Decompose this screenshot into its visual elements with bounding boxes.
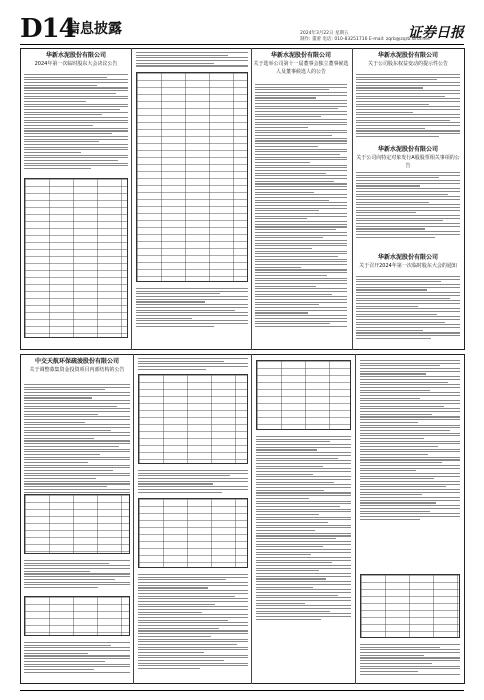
- footer-rule: [20, 690, 464, 691]
- fund-usage-table: [24, 596, 130, 636]
- dateline: 2024年3月22日 星期五: [300, 31, 349, 36]
- column-divider: [352, 48, 353, 350]
- body-text-bottom-center-right: [256, 436, 351, 621]
- body-text-center-left-lower: [136, 288, 248, 328]
- candidate-table: [136, 72, 248, 282]
- project-table: [24, 494, 130, 554]
- body-text-bottom-left-end: [24, 642, 130, 674]
- investment-table: [138, 374, 248, 464]
- announcement-title: 关于调整募集资金投资项目内部结构的公告: [29, 367, 125, 373]
- announcement-header-top-right-1: [354, 52, 462, 68]
- voting-results-table: [24, 178, 128, 338]
- body-text-top-left: [24, 74, 128, 171]
- body-text-top-right-2: [356, 172, 460, 239]
- company-name: 华新水泥股份有限公司: [270, 52, 331, 59]
- announcement-header-top-left: [22, 52, 130, 68]
- masthead: [0, 0, 484, 46]
- company-name: 华新水泥股份有限公司: [45, 52, 106, 59]
- body-text-top-right-1: [356, 74, 460, 139]
- page-number: D14: [20, 14, 76, 44]
- body-text-bottom-right-end: [360, 644, 460, 676]
- body-text-bottom-center-left-mid: [138, 470, 248, 494]
- column-divider: [131, 48, 132, 350]
- announcement-header-top-right-2: [354, 146, 462, 170]
- column-divider: [251, 48, 252, 350]
- body-text-top-center: [255, 84, 347, 329]
- body-text-bottom-center-left: [138, 358, 248, 371]
- announcement-header-top-center: [253, 52, 349, 76]
- announcement-title: 关于公司向特定对象发行A股股票相关事项的公告: [356, 155, 460, 169]
- adjustment-table: [138, 498, 248, 568]
- edit-info: 制作: 董蕾 电话: 010-83251716 E-mail: zqrb@zqrb.sina.net: [300, 37, 430, 42]
- right-data-table: [360, 574, 460, 638]
- announcement-header-top-right-3: [354, 254, 462, 270]
- company-name: 中交天航环保疏浚股份有限公司: [34, 358, 119, 365]
- column-divider: [133, 354, 134, 684]
- summary-table: [256, 360, 351, 430]
- body-text-bottom-center-left-lower: [138, 574, 248, 671]
- body-text-bottom-right: [360, 360, 460, 521]
- announcement-title: 关于公司股东权益变动的提示性公告: [367, 61, 448, 67]
- masthead-rule: [20, 44, 464, 45]
- announcement-title: 2024年第一次临时股东大会决议公告: [34, 61, 118, 67]
- announcement-header-bottom-left: [22, 358, 132, 374]
- body-text-bottom-left-lower: [24, 560, 130, 590]
- company-name: 华新水泥股份有限公司: [377, 52, 438, 59]
- announcement-title: 关于选举公司第十一届董事会独立董事候选人及董事候选人的公告: [253, 61, 349, 75]
- section-title: 信息披露: [66, 21, 122, 37]
- body-text-center-left: [136, 52, 248, 68]
- body-text-bottom-left: [24, 384, 130, 497]
- column-divider: [251, 354, 252, 684]
- company-name: 华新水泥股份有限公司: [377, 254, 438, 261]
- body-text-top-right-3: [356, 276, 460, 341]
- company-name: 华新水泥股份有限公司: [377, 146, 438, 153]
- newspaper-logo: 证券日报: [408, 25, 464, 41]
- column-divider: [355, 354, 356, 684]
- announcement-title: 关于召开2024年第一次临时股东大会的通知: [359, 263, 457, 269]
